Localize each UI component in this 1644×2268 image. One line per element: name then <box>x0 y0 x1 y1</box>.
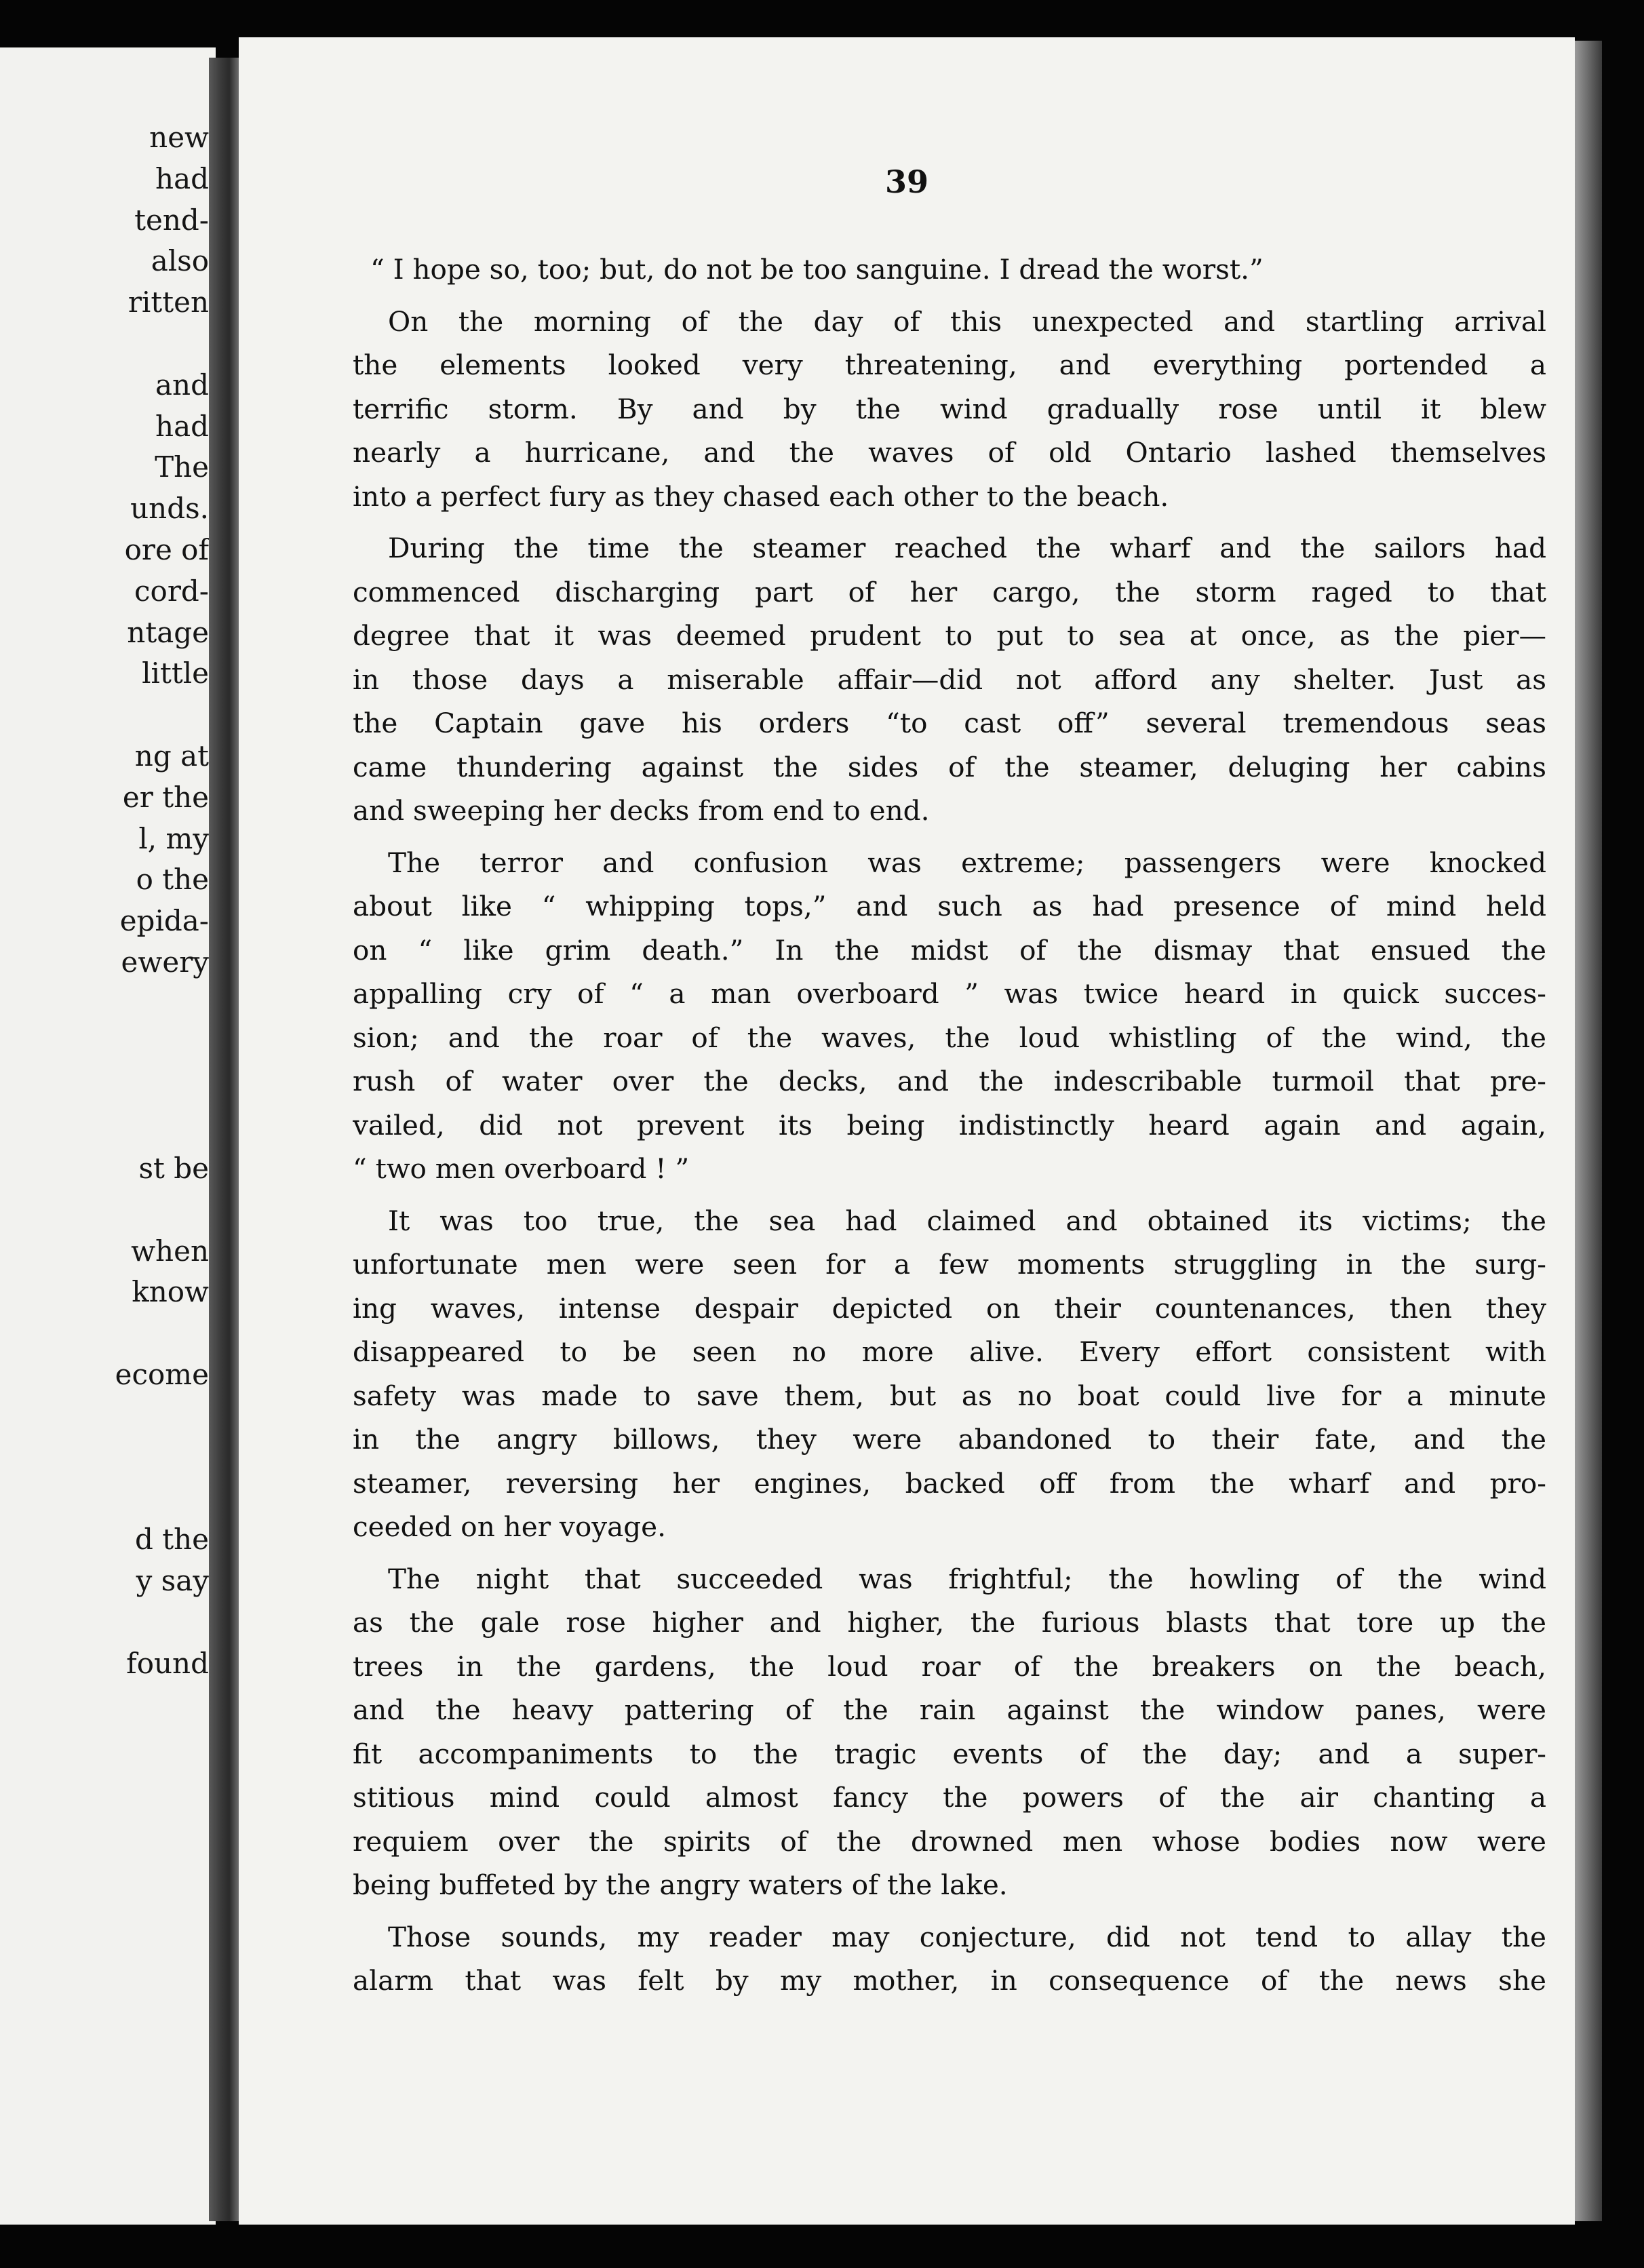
text-line: unfortunate men were seen for a few moments struggling in the surg- <box>353 1248 1546 1280</box>
text-line: nearly a hurricane, and the waves of old Ontario lashed themselves <box>353 436 1546 469</box>
paragraph-gap <box>353 292 1546 300</box>
text-line: steamer, reversing her engines, backed off from the wharf and pro- <box>353 1466 1546 1500</box>
text-line: disappeared to be seen no more alive. Every effort consistent with <box>353 1335 1546 1368</box>
previous-page-line-fragment: little <box>142 657 209 690</box>
paragraph <box>353 1557 1546 1907</box>
text-line: “ two men overboard ! ” <box>353 1152 690 1185</box>
previous-page-line-fragment: l, my <box>138 821 209 855</box>
previous-page-line-fragment: also <box>151 244 209 278</box>
previous-page-line-fragment: found <box>126 1646 209 1680</box>
paragraph <box>353 526 1546 833</box>
text-line: being buffeted by the angry waters of the lake. <box>353 1869 1008 1901</box>
previous-page-line-fragment: ritten <box>128 286 209 319</box>
text-line: into a perfect fury as they chased each other to the beach. <box>353 480 1169 513</box>
previous-page-line-fragment: when <box>131 1234 209 1268</box>
previous-page-line-fragment: st be <box>138 1152 209 1185</box>
paragraph-gap <box>353 518 1546 526</box>
previous-page-line-fragment: ewery <box>121 945 209 979</box>
previous-page-fragment <box>0 47 216 2225</box>
previous-page-line-fragment: er the <box>122 780 209 814</box>
paragraph <box>353 1915 1546 2003</box>
text-line: vailed, did not prevent its being indistinctly heard again and again, <box>353 1108 1546 1141</box>
previous-page-line-fragment: had <box>155 409 209 443</box>
paragraph-gap <box>353 1549 1546 1557</box>
text-line: in the angry billows, they were abandoned to their fate, and the <box>353 1423 1546 1455</box>
paragraph-gap <box>353 1907 1546 1915</box>
text-line: safety was made to save them, but as no boat could live for a minute <box>353 1379 1546 1412</box>
text-line: Those sounds, my reader may conjecture, did not tend to allay the <box>388 1920 1546 1953</box>
previous-page-line-fragment: new <box>149 121 209 154</box>
current-page <box>239 37 1575 2225</box>
text-line: “ I hope so, too; but, do not be too sanguine. I dread the worst.” <box>370 253 1264 286</box>
text-line: The night that succeeded was frightful; the howling of the wind <box>388 1562 1546 1595</box>
text-line: It was too true, the sea had claimed and obtained its victims; the <box>388 1204 1546 1237</box>
text-line: terrific storm. By and by the wind gradually rose until it blew <box>353 392 1546 425</box>
paragraph <box>353 300 1546 519</box>
text-line: about like “ whipping tops,” and such as had presence of mind held <box>353 890 1546 922</box>
page-edge <box>1575 41 1602 2221</box>
text-line: On the morning of the day of this unexpected and startling arrival <box>388 305 1546 338</box>
previous-page-line-fragment: The <box>155 450 209 484</box>
paragraph-gap <box>353 833 1546 841</box>
text-line: stitious mind could almost fancy the powers of the air chanting a <box>353 1781 1546 1814</box>
text-line: the Captain gave his orders “to cast off” several tremendous seas <box>353 707 1546 739</box>
previous-page-line-fragment: unds. <box>130 492 209 526</box>
paragraph-gap <box>353 1191 1546 1199</box>
previous-page-line-fragment: know <box>132 1275 209 1309</box>
previous-page-line-fragment: tend- <box>134 203 209 237</box>
text-line: came thundering against the sides of the steamer, deluging her cabins <box>353 750 1546 783</box>
previous-page-line-fragment: and <box>155 368 209 402</box>
book-gutter <box>209 58 243 2221</box>
text-line: fit accompaniments to the tragic events of the day; and a super- <box>353 1737 1546 1770</box>
text-line: During the time the steamer reached the wharf and the sailors had <box>388 532 1546 564</box>
paragraph <box>353 1199 1546 1549</box>
page-number: 39 <box>884 163 928 200</box>
text-line: and the heavy pattering of the rain against the window panes, were <box>353 1694 1546 1726</box>
previous-page-line-fragment: o the <box>136 863 209 897</box>
text-line: in those days a miserable affair—did not afford any shelter. Just as <box>353 663 1546 696</box>
text-line: ing waves, intense despair depicted on their countenances, then they <box>353 1291 1546 1325</box>
text-line: trees in the gardens, the loud roar of the breakers on the beach, <box>353 1649 1546 1683</box>
previous-page-line-fragment: epida- <box>119 904 209 938</box>
text-line: degree that it was deemed prudent to put to sea at once, as the pier— <box>353 619 1546 652</box>
previous-page-line-fragment: y say <box>136 1564 209 1597</box>
text-line: on “ like grim death.” In the midst of the dismay that ensued the <box>353 933 1546 966</box>
text-line: appalling cry of “ a man overboard ” was twice heard in quick succes- <box>353 977 1546 1010</box>
text-line: and sweeping her decks from end to end. <box>353 794 930 827</box>
previous-page-line-fragment: ntage <box>127 615 209 649</box>
text-line: requiem over the spirits of the drowned men whose bodies now were <box>353 1824 1546 1858</box>
previous-page-line-fragment: d the <box>134 1523 209 1557</box>
text-line: The terror and confusion was extreme; passengers were knocked <box>388 846 1546 879</box>
text-line: commenced discharging part of her cargo, the storm raged to that <box>353 575 1546 608</box>
text-line: alarm that was felt by my mother, in consequence of the news she <box>353 1964 1546 1997</box>
previous-page-line-fragment: cord- <box>134 574 209 608</box>
previous-page-line-fragment: had <box>155 161 209 195</box>
previous-page-line-fragment: ng at <box>134 739 209 773</box>
text-line: sion; and the roar of the waves, the loud whistling of the wind, the <box>353 1021 1546 1054</box>
paragraph <box>353 841 1546 1191</box>
previous-page-line-fragment: ecome <box>115 1358 209 1391</box>
page-body-text <box>353 248 1546 2003</box>
text-line: ceeded on her voyage. <box>353 1510 666 1543</box>
text-line: rush of water over the decks, and the indescribable turmoil that pre- <box>353 1065 1546 1097</box>
text-line: the elements looked very threatening, and everything portended a <box>353 349 1546 381</box>
text-line: as the gale rose higher and higher, the furious blasts that tore up the <box>353 1606 1546 1639</box>
previous-page-line-fragment: ore of <box>124 533 209 566</box>
paragraph <box>353 248 1546 292</box>
